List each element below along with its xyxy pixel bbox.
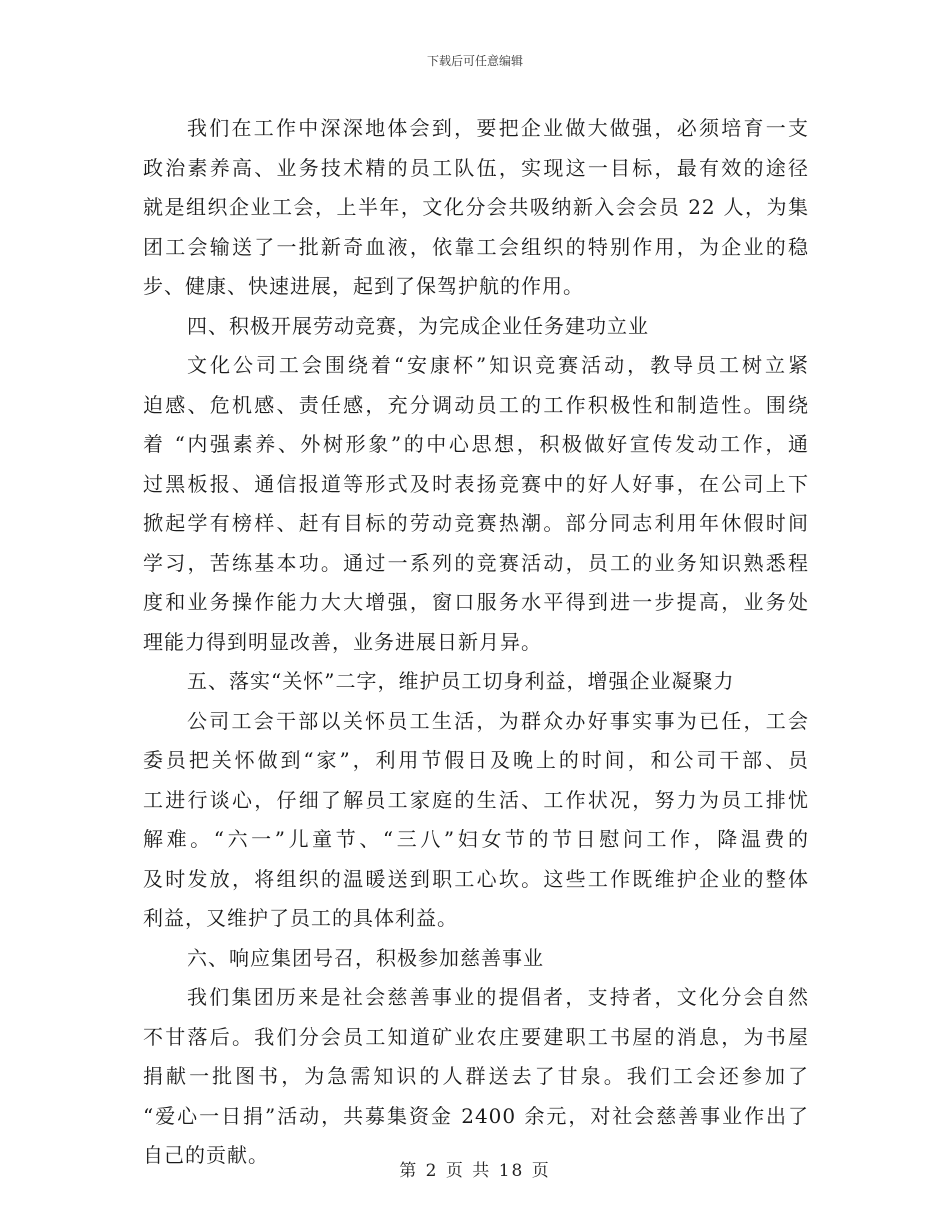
text-line: 我们集团历来是社会慈善事业的提倡者，支持者，文化分会自然 xyxy=(187,985,809,1009)
text-line: 政治素养高、业务技术精的员工队伍，实现这一目标，最有效的途径 xyxy=(143,155,809,180)
section-heading: 五、落实“关怀”二字，维护员工切身利益，增强企业凝聚力 xyxy=(187,669,735,693)
text-line: 掀起学有榜样、赶有目标的劳动竞赛热潮。部分同志利用年休假时间 xyxy=(143,511,809,535)
text-line: 及时发放，将组织的温暖送到职工心坎。这些工作既维护企业的整体 xyxy=(143,866,809,891)
text-line: “爱心一日捐”活动，共募集资金 2400 余元，对社会慈善事业作出了 xyxy=(143,1103,809,1128)
text-line: 就是组织企业工会，上半年，文化分会共吸纳新入会会员 22 人，为集 xyxy=(143,195,809,219)
text-line: 委员把关怀做到“家”，利用节假日及晚上的时间，和公司干部、员 xyxy=(143,748,809,772)
text-line: 学习，苦练基本功。通过一系列的竞赛活动，员工的业务知识熟悉程 xyxy=(143,550,809,575)
text-line: 自己的贡献。 xyxy=(143,1143,269,1167)
page-number: 第 2 页 共 18 页 xyxy=(399,1161,551,1181)
page-header: 下载后可任意编辑 xyxy=(426,54,523,68)
text-line: 过黑板报、通信报道等形式及时表扬竞赛中的好人好事，在公司上下 xyxy=(143,471,809,496)
text-line: 解难。“六一”儿童节、“三八”妇女节的节日慰问工作，降温费的 xyxy=(143,827,809,851)
document-body xyxy=(143,109,809,1176)
text-line: 公司工会干部以关怀员工生活，为群众办好事实事为已任，工会 xyxy=(187,708,809,733)
text-line: 理能力得到明显改善，业务进展日新月异。 xyxy=(143,629,542,654)
text-line: 度和业务操作能力大大增强，窗口服务水平得到进一步提高，业务处 xyxy=(143,590,809,614)
text-line: 迫感、危机感、责任感，充分调动员工的工作积极性和制造性。围绕 xyxy=(143,392,809,417)
text-line: 我们在工作中深深地体会到，要把企业做大做强，必须培育一支 xyxy=(187,116,809,140)
text-line: 团工会输送了一批新奇血液，依靠工会组织的特别作用，为企业的稳 xyxy=(143,234,809,259)
text-line: 不甘落后。我们分会员工知道矿业农庄要建职工书屋的消息，为书屋 xyxy=(143,1024,809,1049)
text-line: 捐献一批图书，为急需知识的人群送去了甘泉。我们工会还参加了 xyxy=(143,1064,809,1088)
section-heading: 六、响应集团号召，积极参加慈善事业 xyxy=(187,945,544,970)
text-line: 着 “内强素养、外树形象”的中心思想，积极做好宣传发动工作，通 xyxy=(143,432,809,456)
text-line: 工进行谈心，仔细了解员工家庭的生活、工作状况，努力为员工排忧 xyxy=(143,787,809,812)
text-line: 文化公司工会围绕着“安康杯”知识竞赛活动，教导员工树立紧 xyxy=(187,353,809,377)
text-line: 利益，又维护了员工的具体利益。 xyxy=(143,906,458,930)
section-heading: 四、积极开展劳动竞赛，为完成企业任务建功立业 xyxy=(187,313,649,338)
text-line: 步、健康、快速进展，起到了保驾护航的作用。 xyxy=(143,274,584,298)
